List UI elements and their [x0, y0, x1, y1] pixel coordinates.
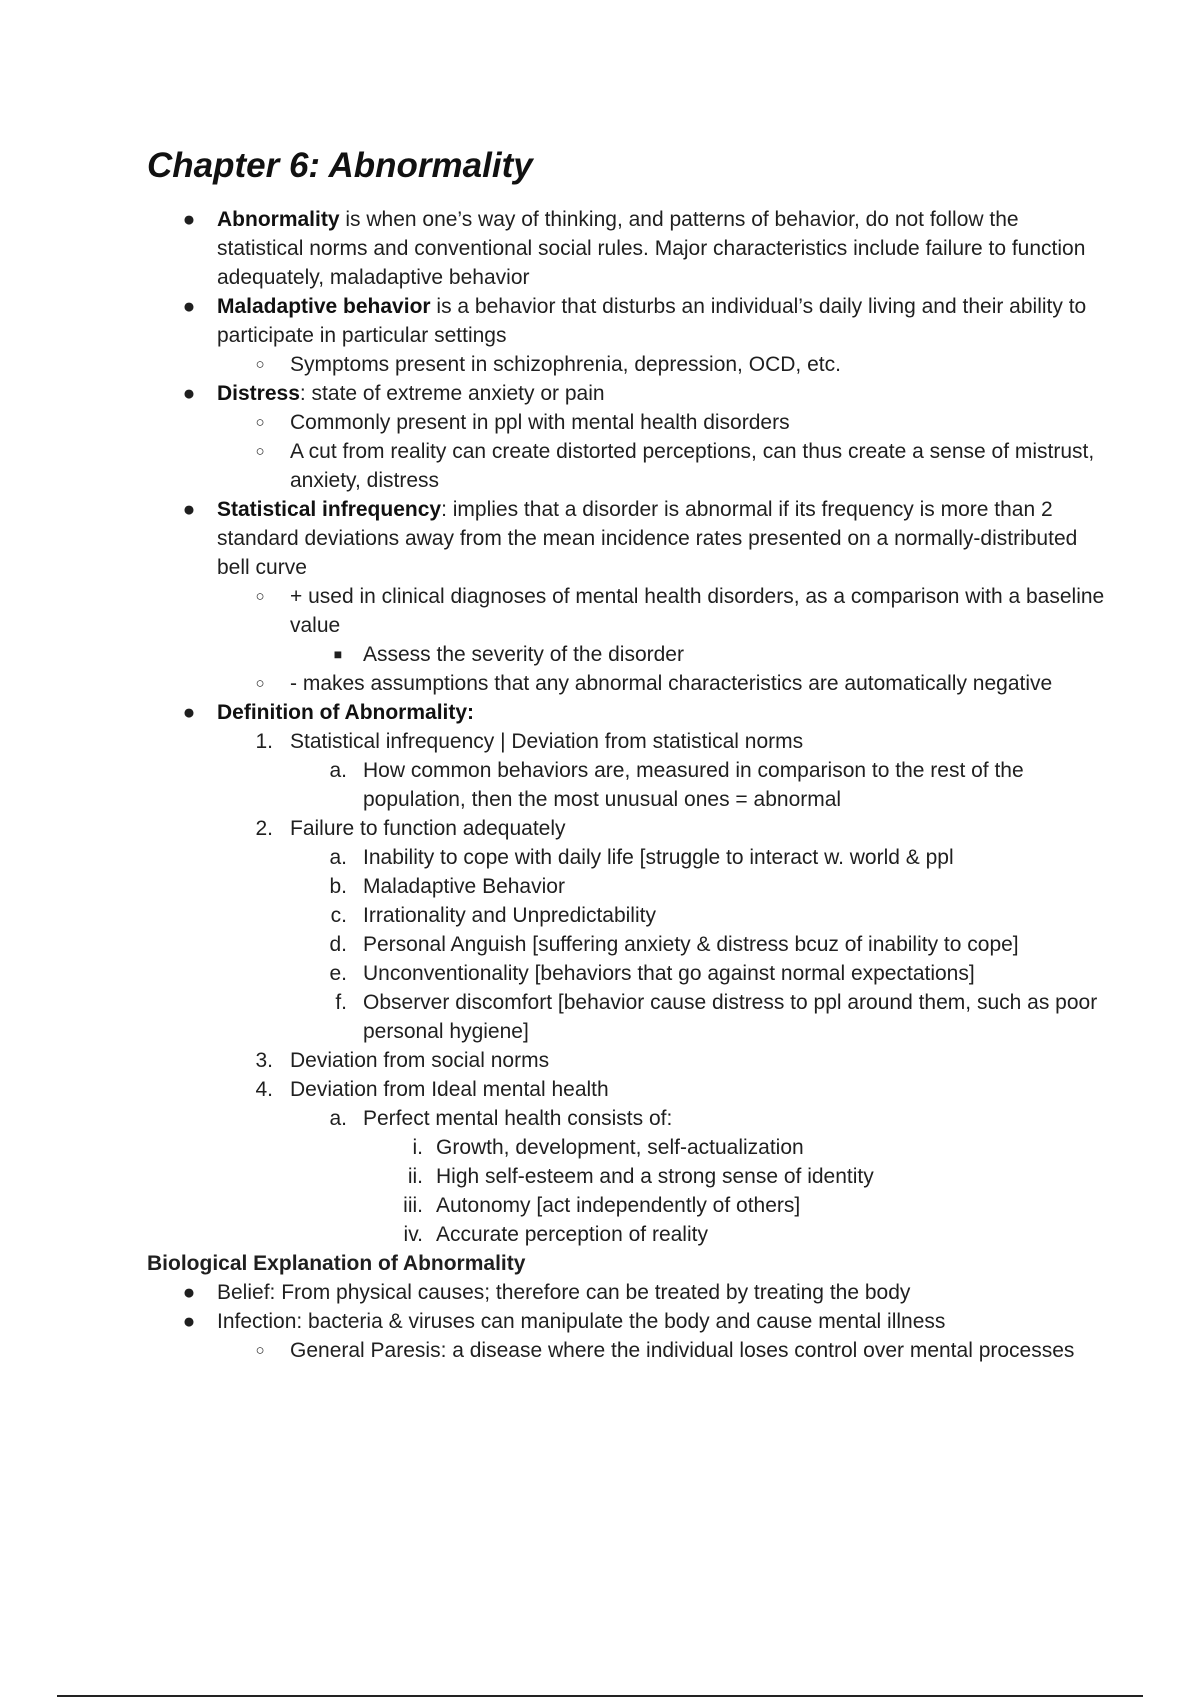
list-marker: 2. [255, 817, 273, 840]
square-bullet-icon: ■ [333, 646, 343, 662]
term-definition: Definition of Abnormality: [217, 701, 475, 724]
bullet-icon: ● [182, 208, 196, 231]
roman-item-iv [147, 1220, 1107, 1249]
definition-maladaptive: is a behavior that disturbs an individual’s daily living and their ability to participate in particular settings [217, 295, 1087, 347]
circle-bullet-icon: ○ [255, 675, 265, 692]
sub-item-text: Assess the severity of the disorder [363, 643, 684, 666]
bullet-icon: ● [182, 701, 196, 724]
page-title: Chapter 6: Abnormality [147, 146, 533, 185]
numbered-item-text: Statistical infrequency | Deviation from statistical norms [290, 730, 804, 753]
list-marker: e. [329, 962, 347, 985]
list-item-maladaptive [147, 292, 1107, 350]
list-item-infection [147, 1307, 1107, 1336]
sub-item-text: Symptoms present in schizophrenia, depression, OCD, etc. [290, 353, 841, 376]
notes-content [147, 205, 1107, 1365]
sub-item-con [147, 669, 1107, 698]
lettered-item-text: How common behaviors are, measured in comparison to the rest of the population, then the most unusual ones = abnormal [363, 759, 1024, 811]
sub-item-commonly-present [147, 408, 1107, 437]
list-marker: iv. [403, 1223, 423, 1246]
list-marker: c. [330, 904, 347, 927]
circle-bullet-icon: ○ [255, 443, 265, 460]
lettered-item-2e [147, 959, 1107, 988]
lettered-item-2f [147, 988, 1107, 1046]
bullet-icon: ● [182, 382, 196, 405]
list-item-statistical-infrequency [147, 495, 1107, 582]
roman-item-text: Autonomy [act independently of others] [436, 1194, 801, 1217]
roman-item-text: High self-esteem and a strong sense of identity [436, 1165, 874, 1188]
list-item-distress [147, 379, 1107, 408]
lettered-item-text: Maladaptive Behavior [363, 875, 565, 898]
bullet-icon: ● [182, 1310, 196, 1333]
list-marker: 1. [255, 730, 273, 753]
term-distress: Distress [217, 382, 300, 405]
lettered-item-2b [147, 872, 1107, 901]
lettered-item-text: Unconventionality [behaviors that go against normal expectations] [363, 962, 975, 985]
sub-item-cut-from-reality [147, 437, 1107, 495]
definition-statistical-infrequency: : implies that a disorder is abnormal if its frequency is more than 2 standard deviations away from the mean incidence rates presented on a normally-distributed bell curve [217, 498, 1078, 579]
lettered-item-2c [147, 901, 1107, 930]
list-marker: 4. [255, 1078, 273, 1101]
definition-distress: : state of extreme anxiety or pain [299, 382, 605, 405]
lettered-item-2d [147, 930, 1107, 959]
numbered-item-text: Failure to function adequately [290, 817, 566, 840]
sub-item-pro [147, 582, 1107, 640]
lettered-item-2a [147, 843, 1107, 872]
list-marker: iii. [403, 1194, 423, 1217]
list-marker: 3. [255, 1049, 273, 1072]
numbered-item-2 [147, 814, 1107, 843]
sub-item-general-paresis [147, 1336, 1107, 1365]
lettered-item-text: Inability to cope with daily life [struggle to interact w. world & ppl [363, 846, 954, 869]
term-statistical-infrequency: Statistical infrequency [217, 498, 442, 521]
lettered-item-4a [147, 1104, 1107, 1133]
list-marker: d. [329, 933, 347, 956]
circle-bullet-icon: ○ [255, 356, 265, 373]
list-item-definition [147, 698, 1107, 727]
sub-item-text: - makes assumptions that any abnormal characteristics are automatically negative [290, 672, 1053, 695]
bullet-icon: ● [182, 498, 196, 521]
list-marker: f. [335, 991, 347, 1014]
list-marker: b. [329, 875, 347, 898]
lettered-item-text: Irrationality and Unpredictability [363, 904, 656, 927]
section-heading-biological: Biological Explanation of Abnormality [147, 1252, 526, 1275]
term-abnormality: Abnormality [217, 208, 340, 231]
sub-item-symptoms [147, 350, 1107, 379]
lettered-item-1a [147, 756, 1107, 814]
sub-item-text: Commonly present in ppl with mental health disorders [290, 411, 790, 434]
numbered-item-text: Deviation from Ideal mental health [290, 1078, 609, 1101]
sub-item-text: A cut from reality can create distorted perceptions, can thus create a sense of mistrust, anxiety, distress [290, 440, 1095, 492]
list-item-text: Belief: From physical causes; therefore can be treated by treating the body [217, 1281, 911, 1304]
roman-item-i [147, 1133, 1107, 1162]
page-bottom-rule [57, 1695, 1143, 1697]
roman-item-text: Accurate perception of reality [436, 1223, 708, 1246]
roman-item-ii [147, 1162, 1107, 1191]
term-maladaptive: Maladaptive behavior [217, 295, 431, 318]
numbered-item-1 [147, 727, 1107, 756]
numbered-item-4 [147, 1075, 1107, 1104]
roman-item-iii [147, 1191, 1107, 1220]
numbered-item-text: Deviation from social norms [290, 1049, 550, 1072]
list-item-belief [147, 1278, 1107, 1307]
list-item-abnormality [147, 205, 1107, 292]
circle-bullet-icon: ○ [255, 414, 265, 431]
lettered-item-text: Personal Anguish [suffering anxiety & distress bcuz of inability to cope] [363, 933, 1019, 956]
sub-item-text: + used in clinical diagnoses of mental health disorders, as a comparison with a baseline value [290, 585, 1105, 637]
numbered-item-3 [147, 1046, 1107, 1075]
sub-item-text: General Paresis: a disease where the individual loses control over mental processes [290, 1339, 1075, 1362]
circle-bullet-icon: ○ [255, 588, 265, 605]
bullet-icon: ● [182, 1281, 196, 1304]
sub-sub-item-severity [147, 640, 1107, 669]
circle-bullet-icon: ○ [255, 1342, 265, 1359]
list-marker: a. [329, 759, 347, 782]
list-marker: a. [329, 1107, 347, 1130]
lettered-item-text: Observer discomfort [behavior cause distress to ppl around them, such as poor personal hygiene] [363, 991, 1098, 1043]
definition-abnormality: is when one’s way of thinking, and patterns of behavior, do not follow the statistical norms and conventional social rules. Major characteristics include failure to function adequately, maladaptive behavior [217, 208, 1086, 289]
bullet-icon: ● [182, 295, 196, 318]
list-marker: ii. [407, 1165, 423, 1188]
list-marker: i. [412, 1136, 423, 1159]
lettered-item-text: Perfect mental health consists of: [363, 1107, 673, 1130]
list-marker: a. [329, 846, 347, 869]
roman-item-text: Growth, development, self-actualization [436, 1136, 804, 1159]
list-item-text: Infection: bacteria & viruses can manipulate the body and cause mental illness [217, 1310, 946, 1333]
